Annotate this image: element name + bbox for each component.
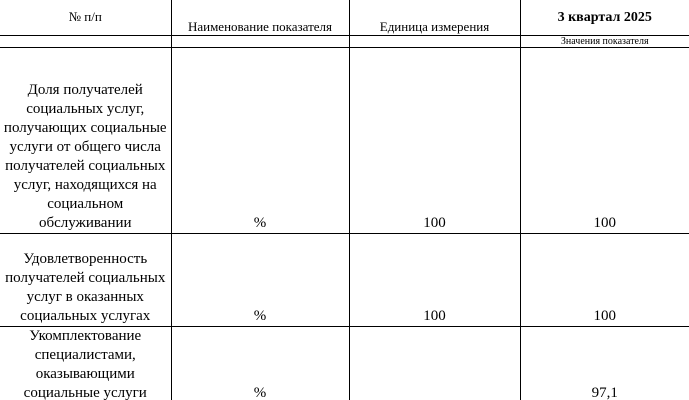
table-subheader-row bbox=[0, 36, 689, 48]
row-value-b: 100 bbox=[520, 48, 689, 234]
table-row bbox=[0, 48, 689, 234]
row-value-b: 100 bbox=[520, 234, 689, 327]
table-header-row bbox=[0, 0, 689, 36]
row-name: Удовлетворенность получателей социальных услуг в оказанных социальных услугах bbox=[0, 234, 171, 327]
row-value-b: 97,1 bbox=[520, 327, 689, 400]
row-value-a bbox=[349, 327, 520, 400]
row-value-a: 100 bbox=[349, 234, 520, 327]
row-unit: % bbox=[171, 234, 349, 327]
row-name: Доля получателей социальных услуг, получающих социальные услуги от общего числа получателей социальных услуг, находящихся на социальном обслуживании bbox=[0, 48, 171, 234]
row-name: Укомплектование специалистами, оказывающими социальные услуги bbox=[0, 327, 171, 400]
table-row bbox=[0, 327, 689, 400]
header-name: Наименование показателя bbox=[171, 0, 349, 36]
subheader-empty-3 bbox=[349, 36, 520, 48]
subheader-empty-1 bbox=[0, 36, 171, 48]
header-unit: Единица измерения bbox=[349, 0, 520, 36]
header-number: № п/п bbox=[0, 0, 171, 36]
row-unit: % bbox=[171, 327, 349, 400]
header-quarter: 3 квартал 2025 bbox=[520, 0, 689, 36]
subheader-empty-2 bbox=[171, 36, 349, 48]
row-unit: % bbox=[171, 48, 349, 234]
subheader-values-label: Значения показателя bbox=[520, 36, 689, 48]
row-value-a: 100 bbox=[349, 48, 520, 234]
table-row bbox=[0, 234, 689, 327]
